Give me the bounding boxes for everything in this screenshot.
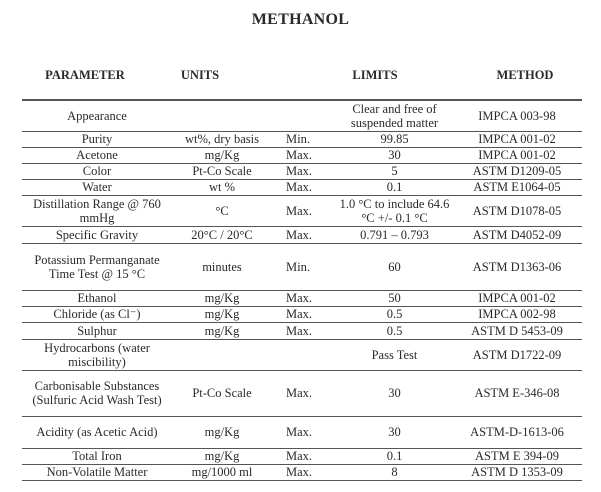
- units-cell: mg/Kg: [172, 306, 272, 322]
- parameter-cell: Specific Gravity: [22, 226, 172, 243]
- limit-cell: 5: [337, 163, 452, 179]
- units-cell: wt%, dry basis: [172, 131, 272, 147]
- table-row: [22, 163, 582, 179]
- method-cell: ASTM D 5453-09: [452, 322, 582, 339]
- limit-cell: 30: [337, 416, 452, 448]
- table-row: [22, 322, 582, 339]
- method-cell: ASTM D4052-09: [452, 226, 582, 243]
- method-cell: ASTM D 1353-09: [452, 464, 582, 480]
- method-cell: IMPCA 002-98: [452, 306, 582, 322]
- qualifier-cell: Min.: [272, 243, 337, 290]
- limit-cell: 50: [337, 290, 452, 306]
- qualifier-cell: Max.: [272, 163, 337, 179]
- qualifier-cell: Max.: [272, 290, 337, 306]
- units-cell: mg/Kg: [172, 290, 272, 306]
- parameter-cell: Ethanol: [22, 290, 172, 306]
- parameter-cell: Total Iron: [22, 448, 172, 464]
- qualifier-cell: Max.: [272, 448, 337, 464]
- limit-cell: 0.5: [337, 322, 452, 339]
- limit-cell: 8: [337, 464, 452, 480]
- limit-cell: 60: [337, 243, 452, 290]
- parameter-cell: Acetone: [22, 147, 172, 163]
- units-cell: wt %: [172, 179, 272, 195]
- units-cell: °C: [172, 195, 272, 226]
- limit-cell: 30: [337, 147, 452, 163]
- units-cell: mg/Kg: [172, 416, 272, 448]
- limit-cell: 30: [337, 370, 452, 416]
- units-cell: [172, 100, 272, 131]
- method-cell: ASTM E1064-05: [452, 179, 582, 195]
- method-cell: ASTM-D-1613-06: [452, 416, 582, 448]
- header-limits: LIMITS: [352, 68, 398, 82]
- qualifier-cell: Min.: [272, 131, 337, 147]
- parameter-cell: Distillation Range @ 760 mmHg: [22, 195, 172, 226]
- table-row: [22, 179, 582, 195]
- qualifier-cell: Max.: [272, 226, 337, 243]
- method-cell: ASTM D1363-06: [452, 243, 582, 290]
- header-parameter: PARAMETER: [45, 68, 125, 82]
- qualifier-cell: [272, 339, 337, 370]
- method-cell: ASTM D1722-09: [452, 339, 582, 370]
- table-row: [22, 306, 582, 322]
- table-row: [22, 131, 582, 147]
- qualifier-cell: Max.: [272, 195, 337, 226]
- limit-cell: Clear and free of suspended matter: [337, 100, 452, 131]
- qualifier-cell: Max.: [272, 306, 337, 322]
- parameter-cell: Color: [22, 163, 172, 179]
- method-cell: ASTM E-346-08: [452, 370, 582, 416]
- method-cell: ASTM D1209-05: [452, 163, 582, 179]
- units-cell: minutes: [172, 243, 272, 290]
- header-units: UNITS: [180, 68, 220, 82]
- method-cell: IMPCA 001-02: [452, 131, 582, 147]
- parameter-cell: Appearance: [22, 100, 172, 131]
- specification-table: [22, 99, 582, 481]
- limit-cell: 1.0 °C to include 64.6 °C +/- 0.1 °C: [337, 195, 452, 226]
- qualifier-cell: Max.: [272, 147, 337, 163]
- method-cell: IMPCA 003-98: [452, 100, 582, 131]
- qualifier-cell: Max.: [272, 179, 337, 195]
- table-row: [22, 339, 582, 370]
- units-cell: mg/Kg: [172, 322, 272, 339]
- method-cell: ASTM E 394-09: [452, 448, 582, 464]
- parameter-cell: Non-Volatile Matter: [22, 464, 172, 480]
- units-cell: mg/1000 ml: [172, 464, 272, 480]
- table-row: [22, 147, 582, 163]
- units-cell: [172, 339, 272, 370]
- units-cell: Pt-Co Scale: [172, 370, 272, 416]
- table-row: [22, 448, 582, 464]
- parameter-cell: Purity: [22, 131, 172, 147]
- header-method: METHOD: [496, 68, 554, 82]
- qualifier-cell: [272, 100, 337, 131]
- limit-cell: Pass Test: [337, 339, 452, 370]
- table-row: [22, 370, 582, 416]
- parameter-cell: Sulphur: [22, 322, 172, 339]
- table-row: [22, 416, 582, 448]
- parameter-cell: Chloride (as Cl⁻): [22, 306, 172, 322]
- qualifier-cell: Max.: [272, 322, 337, 339]
- qualifier-cell: Max.: [272, 464, 337, 480]
- units-cell: mg/Kg: [172, 448, 272, 464]
- limit-cell: 0.1: [337, 179, 452, 195]
- method-cell: IMPCA 001-02: [452, 147, 582, 163]
- units-cell: mg/Kg: [172, 147, 272, 163]
- document-title: METHANOL: [251, 11, 350, 28]
- table-row: [22, 290, 582, 306]
- method-cell: ASTM D1078-05: [452, 195, 582, 226]
- table-row: [22, 195, 582, 226]
- qualifier-cell: Max.: [272, 416, 337, 448]
- table-row: [22, 226, 582, 243]
- method-cell: IMPCA 001-02: [452, 290, 582, 306]
- limit-cell: 0.791 – 0.793: [337, 226, 452, 243]
- table-row: [22, 243, 582, 290]
- qualifier-cell: Max.: [272, 370, 337, 416]
- limit-cell: 99.85: [337, 131, 452, 147]
- table-row: [22, 100, 582, 131]
- limit-cell: 0.5: [337, 306, 452, 322]
- parameter-cell: Carbonisable Substances (Sulfuric Acid Wash Test): [22, 370, 172, 416]
- parameter-cell: Water: [22, 179, 172, 195]
- table-row: [22, 464, 582, 480]
- parameter-cell: Acidity (as Acetic Acid): [22, 416, 172, 448]
- units-cell: 20°C / 20°C: [172, 226, 272, 243]
- parameter-cell: Potassium Permanganate Time Test @ 15 °C: [22, 243, 172, 290]
- units-cell: Pt-Co Scale: [172, 163, 272, 179]
- parameter-cell: Hydrocarbons (water miscibility): [22, 339, 172, 370]
- limit-cell: 0.1: [337, 448, 452, 464]
